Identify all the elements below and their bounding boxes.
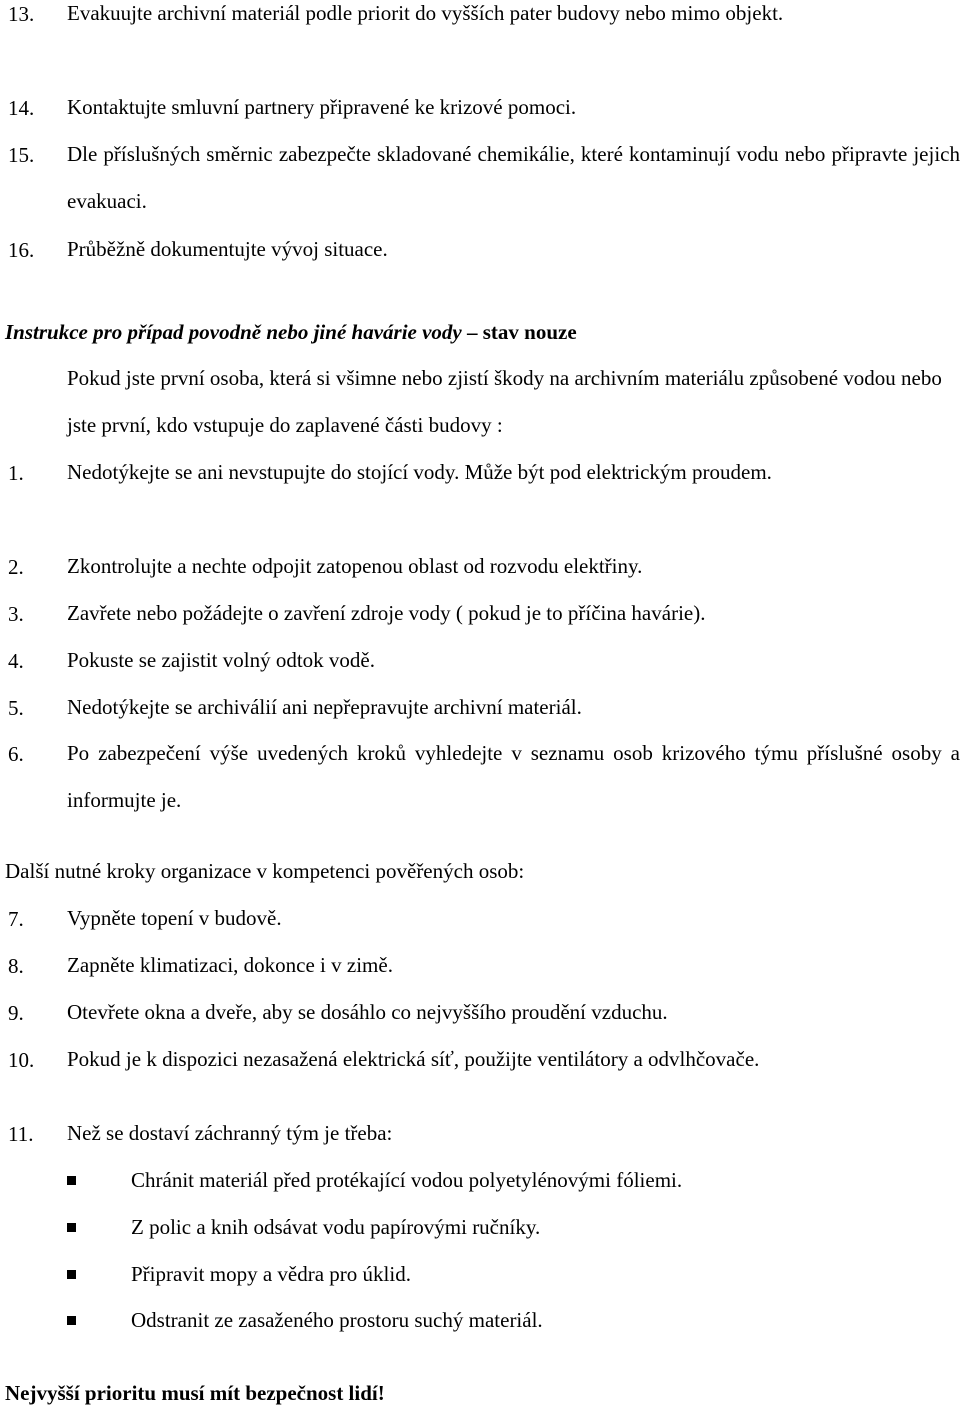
list-number: 3.: [8, 602, 24, 626]
list-text: Evakuujte archivní materiál podle priorit do vyšších pater budovy nebo mimo objekt.: [67, 1, 784, 25]
final-note: Nejvyšší prioritu musí mít bezpečnost lidí!: [5, 1381, 385, 1405]
list-text: Nedotýkejte se ani nevstupujte do stojící vody. Může být pod elektrickým proudem.: [67, 460, 772, 484]
list-text: Pokuste se zajistit volný odtok vodě.: [67, 648, 375, 672]
section-heading-rest: – stav nouze: [461, 320, 577, 344]
list-number: 7.: [8, 907, 24, 931]
list-number: 2.: [8, 555, 24, 579]
list-number: 13.: [8, 2, 35, 26]
list-text: Pokud je k dispozici nezasažená elektrická síť, použijte ventilátory a odvlhčovače.: [67, 1047, 760, 1071]
further-steps-label: Další nutné kroky organizace v kompetenci pověřených osob:: [5, 859, 525, 883]
section-heading-italic: Instrukce pro případ povodně nebo jiné havárie vody: [5, 320, 462, 344]
list-number: 1.: [8, 461, 24, 485]
square-bullet-icon: [67, 1316, 76, 1325]
list-number: 10.: [8, 1048, 35, 1072]
square-bullet-icon: [67, 1176, 76, 1185]
square-bullet-icon: [67, 1270, 76, 1279]
list-text: Kontaktujte smluvní partnery připravené ke krizové pomoci.: [67, 95, 577, 119]
bullet-text: Odstranit ze zasaženého prostoru suchý materiál.: [131, 1308, 543, 1332]
list-number: 15.: [8, 143, 35, 167]
list-number: 4.: [8, 649, 24, 673]
list-text: Dle příslušných směrnic zabezpečte skladované chemikálie, které kontaminují vodu nebo připravte jejich evakuaci.: [67, 142, 960, 213]
list-number: 8.: [8, 954, 24, 978]
list-text: Po zabezpečení výše uvedených kroků vyhledejte v seznamu osob krizového týmu příslušné osoby a informujte je.: [67, 741, 960, 812]
bullet-text: Z polic a knih odsávat vodu papírovými ručníky.: [131, 1215, 541, 1239]
list-number: 14.: [8, 96, 35, 120]
list-text: Zapněte klimatizaci, dokonce i v zimě.: [67, 953, 393, 977]
list-text: Než se dostaví záchranný tým je třeba:: [67, 1121, 393, 1145]
list-number: 5.: [8, 696, 24, 720]
list-text: Zkontrolujte a nechte odpojit zatopenou oblast od rozvodu elektřiny.: [67, 554, 643, 578]
intro-text: Pokud jste první osoba, která si všimne nebo zjistí škody na archivním materiálu způsobené vodou nebo jste první, kdo vstupuje do zaplavené části budovy :: [67, 366, 942, 437]
intro-paragraph: [5, 355, 960, 449]
list-text: Zavřete nebo požádejte o zavření zdroje vody ( pokud je to příčina havárie).: [67, 601, 706, 625]
list-text: Otevřete okna a dveře, aby se dosáhlo co nejvyššího proudění vzduchu.: [67, 1000, 668, 1024]
section-heading: [5, 320, 577, 345]
bullet-text: Připravit mopy a vědra pro úklid.: [131, 1262, 411, 1286]
square-bullet-icon: [67, 1223, 76, 1232]
list-text: Nedotýkejte se archiválií ani nepřepravujte archivní materiál.: [67, 695, 582, 719]
bullet-text: Chránit materiál před protékající vodou polyetylénovými fóliemi.: [131, 1168, 683, 1192]
list-number: 11.: [8, 1122, 34, 1146]
list-number: 6.: [8, 742, 24, 766]
list-text: Vypněte topení v budově.: [67, 906, 282, 930]
list-number: 16.: [8, 238, 35, 262]
list-text: Průběžně dokumentujte vývoj situace.: [67, 237, 388, 261]
list-number: 9.: [8, 1001, 24, 1025]
